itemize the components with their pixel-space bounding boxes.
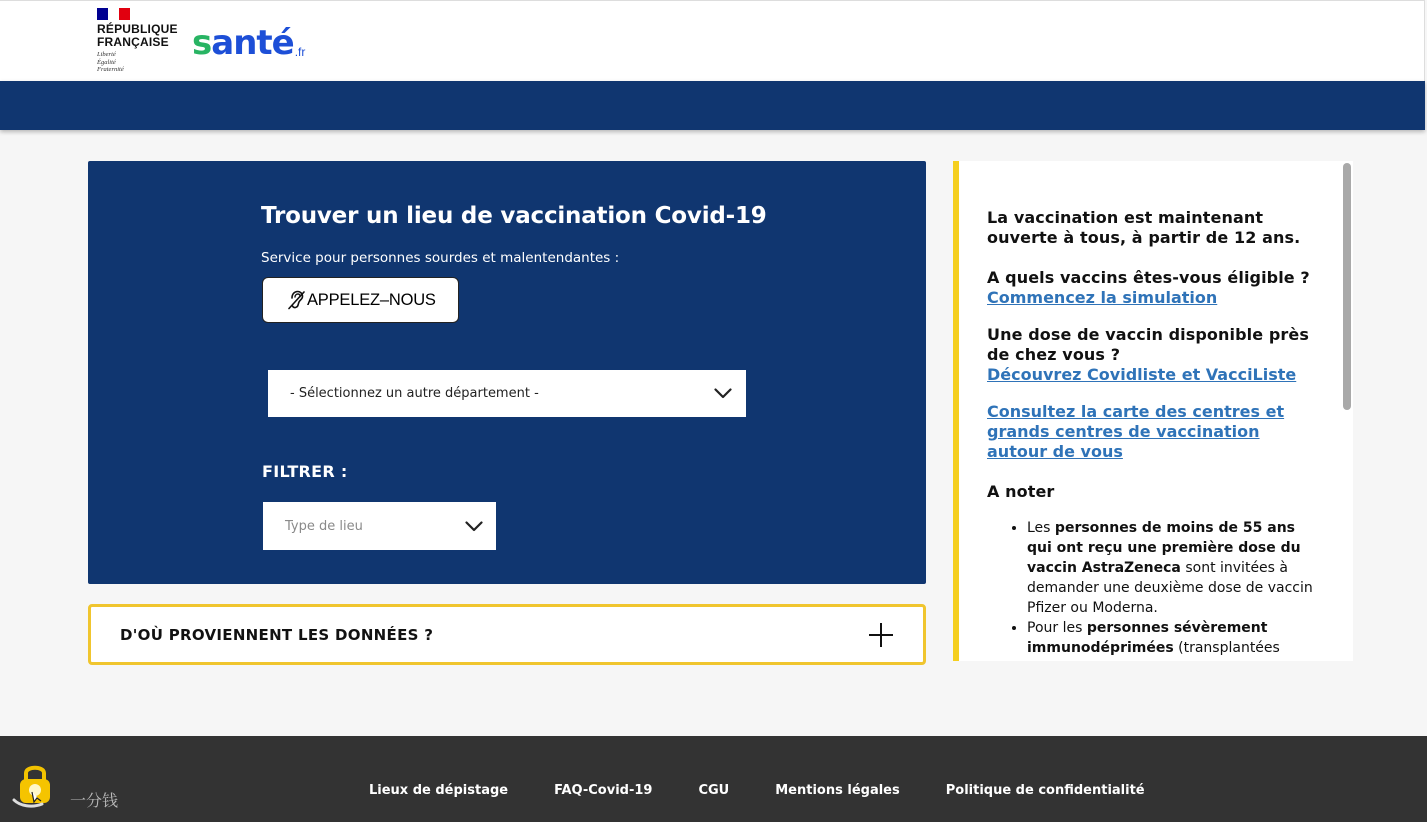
accordion-title: D'OÙ PROVIENNENT LES DONNÉES ? — [120, 625, 434, 644]
sante-s-letter: s — [192, 23, 212, 63]
footer-link-faq[interactable]: FAQ-Covid-19 — [554, 783, 653, 798]
vaccination-map-link[interactable]: Consultez la carte des centres et grands centres de vaccination autour de vous — [987, 402, 1285, 461]
bullet-1-bold: personnes de moins de 55 ans qui ont reçu une première dose du vaccin AstraZeneca — [1027, 520, 1301, 576]
vaccination-open-heading: La vaccination est maintenant ouverte à tous, à partir de 12 ans. — [987, 208, 1301, 247]
sante-main-letters: anté — [211, 23, 294, 63]
republic-line-1: RÉPUBLIQUE — [97, 22, 178, 36]
dose-nearby-question: Une dose de vaccin disponible près de chez vous ? — [987, 325, 1309, 364]
footer-link-privacy[interactable]: Politique de confidentialité — [945, 783, 1145, 798]
filter-label: FILTRER : — [262, 462, 348, 481]
info-content — [987, 208, 1317, 658]
list-item — [1027, 518, 1317, 618]
motto-egalite: Égalité — [97, 58, 116, 66]
call-us-button[interactable] — [262, 277, 459, 323]
call-us-label: APPELEZ–NOUS — [307, 290, 436, 309]
eligibility-question: A quels vaccins êtes-vous éligible ? — [987, 268, 1310, 287]
footer-link-cgu[interactable]: CGU — [698, 783, 730, 798]
place-type-placeholder: Type de lieu — [285, 518, 363, 534]
site-footer — [0, 736, 1427, 822]
padlock-icon — [12, 760, 58, 810]
republic-line-2: FRANÇAISE — [97, 35, 169, 49]
place-type-select[interactable] — [263, 502, 496, 550]
simulation-link[interactable]: Commencez la simulation — [987, 288, 1218, 307]
data-source-accordion[interactable] — [88, 604, 926, 665]
sante-wordmark — [192, 23, 294, 63]
badge-text: 一分钱 — [70, 791, 119, 810]
footer-links — [369, 783, 1145, 798]
chevron-down-icon — [465, 521, 483, 532]
info-scrollbar[interactable] — [1341, 161, 1353, 661]
nav-bar — [0, 81, 1425, 130]
covidliste-link[interactable]: Découvrez Covidliste et VacciListe — [987, 365, 1297, 384]
sante-fr-logo[interactable] — [192, 19, 305, 63]
scrollbar-thumb[interactable] — [1343, 163, 1351, 410]
plus-icon[interactable] — [869, 623, 893, 647]
bullet-2-bold: personnes sévèrement immunodéprimées — [1027, 620, 1268, 656]
list-item — [1027, 618, 1317, 658]
department-select[interactable] — [268, 370, 746, 417]
note-heading: A noter — [987, 482, 1055, 501]
bullet-1-suffix: sont invitées à demander une deuxième dose de vaccin Pfizer ou Moderna. — [1027, 560, 1313, 616]
french-flag-icon — [97, 8, 130, 20]
note-list — [987, 518, 1317, 658]
deaf-service-label: Service pour personnes sourdes et malentendantes : — [261, 250, 620, 266]
footer-link-mentions[interactable]: Mentions légales — [775, 783, 900, 798]
chevron-down-icon — [714, 388, 732, 399]
info-panel — [953, 161, 1353, 661]
republic-motto — [97, 51, 177, 74]
search-panel — [88, 161, 926, 584]
republic-name — [97, 23, 177, 49]
republique-francaise-logo[interactable] — [97, 8, 177, 78]
department-select-value: - Sélectionnez un autre département - — [290, 386, 539, 401]
site-header — [0, 0, 1425, 81]
overlay-badge[interactable] — [12, 760, 122, 815]
sante-tld: .fr — [294, 45, 306, 59]
hearing-impaired-icon — [287, 290, 305, 310]
page-title: Trouver un lieu de vaccination Covid-19 — [261, 203, 767, 229]
footer-link-depistage[interactable]: Lieux de dépistage — [369, 783, 509, 798]
motto-fraternite: Fraternité — [97, 66, 124, 73]
bullet-2-prefix: Pour les — [1027, 620, 1087, 636]
bullet-1-prefix: Les — [1027, 520, 1055, 536]
motto-liberte: Liberté — [97, 51, 116, 58]
bullet-2-suffix: (transplantées — [1173, 640, 1280, 656]
